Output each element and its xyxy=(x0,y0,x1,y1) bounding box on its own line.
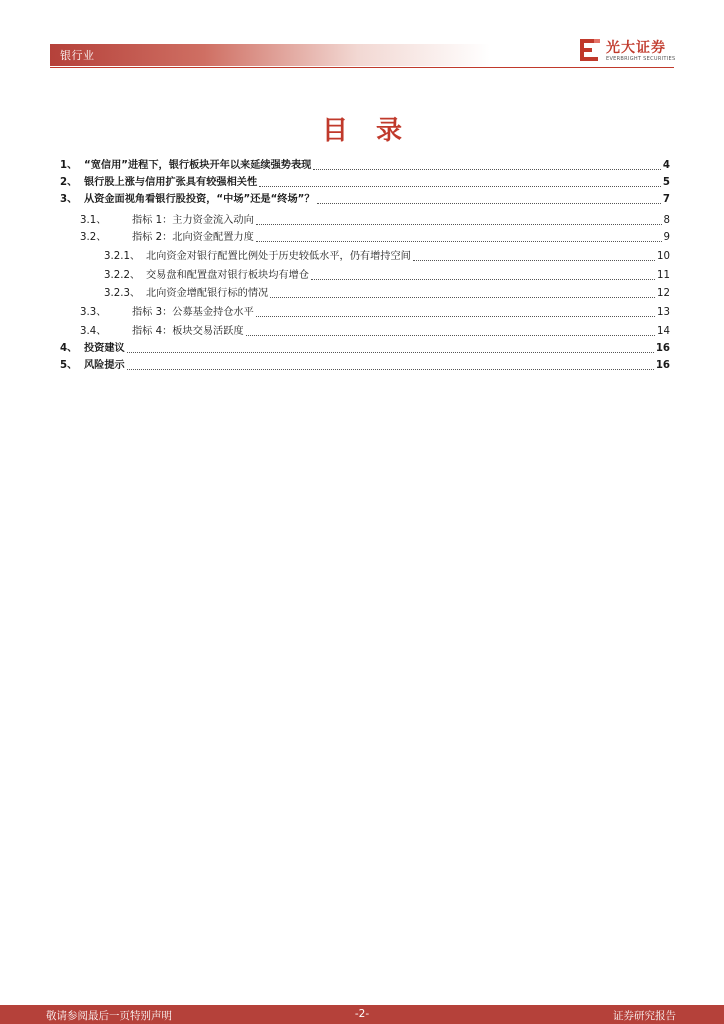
everbright-logo-icon xyxy=(578,38,602,64)
toc-entry[interactable] xyxy=(60,158,670,174)
toc-entry-title: 投资建议 xyxy=(84,343,125,354)
toc-entry-title: 风险提示 xyxy=(84,360,125,371)
toc-entry-number: 3.1、 xyxy=(80,215,107,226)
toc-entry-number: 3.2、 xyxy=(80,232,107,243)
toc-entry-title: 指标 1：主力资金流入动向 xyxy=(132,215,254,226)
toc-entry[interactable] xyxy=(60,192,670,208)
toc-entry-page: 9 xyxy=(663,232,670,243)
footer-disclaimer: 敬请参阅最后一页特别声明 xyxy=(46,1010,172,1022)
toc-leader-dots xyxy=(127,358,654,370)
toc-entry[interactable] xyxy=(104,249,670,265)
toc-leader-dots xyxy=(270,286,655,298)
toc-entry-title: 北向资金增配银行标的情况 xyxy=(146,288,269,299)
toc-entry[interactable] xyxy=(60,175,670,191)
toc-entry-number: 1、 xyxy=(60,160,78,171)
toc-entry-page: 12 xyxy=(657,288,670,299)
toc-entry-number: 5、 xyxy=(60,360,78,371)
toc-leader-dots xyxy=(259,175,661,187)
toc-entry-page: 14 xyxy=(657,326,670,337)
industry-label: 银行业 xyxy=(60,49,95,62)
toc-entry[interactable] xyxy=(104,268,670,284)
toc-leader-dots xyxy=(413,249,655,261)
toc-entry-title: “宽信用”进程下，银行板块开年以来延续强势表现 xyxy=(84,160,312,171)
toc-entry-number: 3.2.2、 xyxy=(104,270,141,281)
toc-entry-page: 13 xyxy=(657,307,670,318)
toc-entry-page: 11 xyxy=(657,270,670,281)
toc-entry-title: 指标 4：板块交易活跃度 xyxy=(132,326,244,337)
toc-entry-number: 3.4、 xyxy=(80,326,107,337)
toc-entry-page: 16 xyxy=(655,360,670,371)
page-number: -2- xyxy=(354,1008,370,1020)
logo-english-name: EVERBRIGHT SECURITIES xyxy=(606,56,676,62)
header-divider xyxy=(50,67,674,68)
toc-entry[interactable] xyxy=(104,286,670,302)
toc-entry-number: 3.3、 xyxy=(80,307,107,318)
toc-entry-page: 4 xyxy=(662,160,670,171)
toc-entry[interactable] xyxy=(80,305,670,321)
company-logo xyxy=(578,36,688,66)
toc-leader-dots xyxy=(256,230,662,242)
toc-leader-dots xyxy=(317,192,661,204)
toc-entry-number: 3、 xyxy=(60,194,78,205)
toc-entry-number: 3.2.3、 xyxy=(104,288,141,299)
toc-entry-number: 3.2.1、 xyxy=(104,251,141,262)
logo-chinese-name: 光大证券 xyxy=(606,40,666,56)
footer-report-type: 证券研究报告 xyxy=(613,1010,676,1022)
toc-entry-page: 7 xyxy=(662,194,670,205)
toc-leader-dots xyxy=(127,341,654,353)
toc-entry-page: 5 xyxy=(662,177,670,188)
toc-entry[interactable] xyxy=(80,213,670,229)
toc-leader-dots xyxy=(256,213,662,225)
toc-entry-page: 16 xyxy=(655,343,670,354)
toc-entry-title: 指标 3：公募基金持仓水平 xyxy=(132,307,254,318)
toc-entry[interactable] xyxy=(80,230,670,246)
toc-entry-title: 交易盘和配置盘对银行板块均有增仓 xyxy=(146,270,309,281)
toc-entry-title: 银行股上涨与信用扩张具有较强相关性 xyxy=(84,177,258,188)
toc-entry-number: 2、 xyxy=(60,177,78,188)
toc-entry-page: 8 xyxy=(663,215,670,226)
header-band xyxy=(50,44,490,66)
toc-entry[interactable] xyxy=(80,324,670,340)
toc-entry[interactable] xyxy=(60,358,670,374)
toc-leader-dots xyxy=(313,158,661,170)
toc-entry-title: 从资金面视角看银行股投资，“中场”还是“终场”？ xyxy=(84,194,315,205)
toc-leader-dots xyxy=(311,268,655,280)
toc-entry-page: 10 xyxy=(657,251,670,262)
toc-entry-title: 北向资金对银行配置比例处于历史较低水平，仍有增持空间 xyxy=(146,251,411,262)
toc-entry-title: 指标 2：北向资金配置力度 xyxy=(132,232,254,243)
toc-title: 目录 xyxy=(321,116,430,146)
toc-entry[interactable] xyxy=(60,341,670,357)
toc-leader-dots xyxy=(256,305,655,317)
toc-leader-dots xyxy=(246,324,655,336)
toc-entry-number: 4、 xyxy=(60,343,78,354)
